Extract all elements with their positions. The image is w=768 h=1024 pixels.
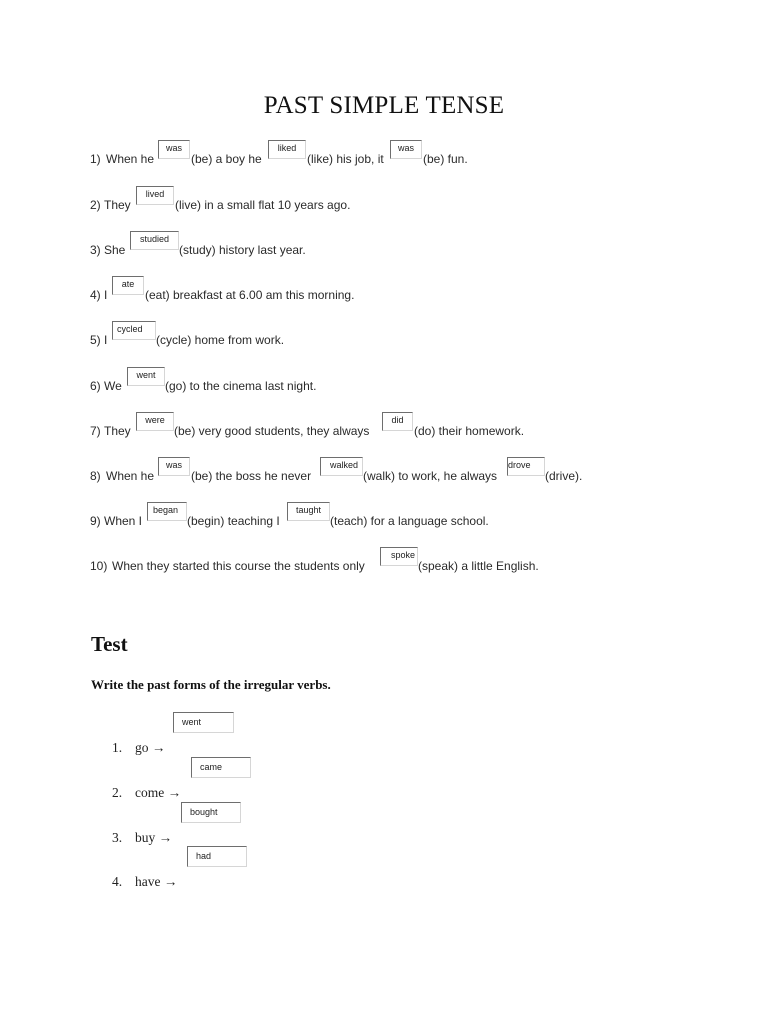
answer-field[interactable]: studied [130, 231, 179, 250]
exercise-text: When he [106, 469, 155, 483]
exercise-text: (study) history last year. [179, 243, 306, 257]
exercise-text: (walk) to work, he always [363, 469, 498, 483]
exercise-text: (be) a boy he [191, 152, 262, 166]
test-item-verb: have → [135, 874, 178, 889]
exercise-text: (be) very good students, they always [174, 424, 370, 438]
exercise-text: (begin) teaching I [187, 514, 280, 528]
answer-field[interactable]: were [136, 412, 174, 431]
exercise-text: (teach) for a language school. [330, 514, 489, 528]
answer-field[interactable]: went [127, 367, 165, 386]
exercise-number: 2) [90, 198, 101, 212]
answer-field[interactable]: cycled [112, 321, 156, 340]
test-item-number: 1. [112, 740, 123, 755]
test-item-1 [112, 740, 165, 756]
answer-field[interactable]: lived [136, 186, 174, 205]
answer-field[interactable]: began [147, 502, 187, 521]
exercise-number: 7) [90, 424, 101, 438]
answer-field[interactable]: ate [112, 276, 144, 295]
exercise-2 [90, 189, 390, 212]
exercise-text: (drive). [545, 469, 583, 483]
exercise-9 [90, 505, 510, 528]
exercise-text: She [104, 243, 126, 257]
exercise-text: When he [106, 152, 155, 166]
exercise-text: (be) the boss he never [191, 469, 312, 483]
test-item-2 [112, 785, 181, 801]
exercise-text: I [104, 288, 108, 302]
answer-field[interactable]: spoke [380, 547, 418, 566]
exercise-number: 8) [90, 469, 101, 483]
exercise-text: (eat) breakfast at 6.00 am this morning. [145, 288, 355, 302]
answer-field[interactable]: did [382, 412, 413, 431]
exercise-number: 4) [90, 288, 101, 302]
answer-field[interactable]: taught [287, 502, 330, 521]
exercise-text: (cycle) home from work. [156, 333, 285, 347]
exercise-number: 9) [90, 514, 101, 528]
test-answer-field[interactable]: bought [181, 802, 241, 823]
test-item-number: 4. [112, 874, 123, 889]
exercise-text: They [104, 198, 131, 212]
test-item-number: 2. [112, 785, 123, 800]
exercise-3 [90, 234, 350, 257]
exercise-text: When I [104, 514, 143, 528]
exercise-number: 5) [90, 333, 101, 347]
exercise-text: I [104, 333, 108, 347]
test-heading: Test [91, 632, 128, 656]
exercise-4 [90, 279, 390, 302]
exercise-text: (do) their homework. [414, 424, 525, 438]
test-item-verb: come → [135, 785, 182, 800]
exercise-number: 6) [90, 379, 101, 393]
exercise-text: (be) fun. [423, 152, 468, 166]
exercise-text: (live) in a small flat 10 years ago. [175, 198, 351, 212]
exercise-number: 3) [90, 243, 101, 257]
test-answer-field[interactable]: went [173, 712, 234, 733]
test-item-number: 3. [112, 830, 123, 845]
test-answer-field[interactable]: had [187, 846, 247, 867]
page-title: PAST SIMPLE TENSE [263, 92, 505, 119]
exercise-7 [90, 415, 550, 438]
test-item-verb: buy → [135, 830, 173, 845]
test-answer-field[interactable]: came [191, 757, 251, 778]
exercise-text: (speak) a little English. [418, 559, 539, 573]
exercise-text: We [104, 379, 122, 393]
exercise-10 [90, 550, 560, 573]
exercise-1 [90, 143, 510, 166]
answer-field[interactable]: drove [507, 457, 545, 476]
exercise-6 [90, 370, 350, 393]
test-item-4 [112, 874, 177, 890]
exercise-text: (like) his job, it [307, 152, 384, 166]
exercise-text: (go) to the cinema last night. [165, 379, 317, 393]
answer-field[interactable]: walked [320, 457, 363, 476]
exercise-5 [90, 324, 330, 347]
exercise-8 [90, 460, 590, 483]
exercise-text: When they started this course the students only [112, 559, 365, 573]
exercise-text: They [104, 424, 131, 438]
answer-field[interactable]: was [390, 140, 422, 159]
answer-field[interactable]: was [158, 140, 190, 159]
test-item-verb: go → [135, 740, 166, 755]
exercise-number: 10) [90, 559, 108, 573]
answer-field[interactable]: liked [268, 140, 306, 159]
exercise-number: 1) [90, 152, 101, 166]
test-item-3 [112, 830, 172, 846]
answer-field[interactable]: was [158, 457, 190, 476]
test-instruction: Write the past forms of the irregular verbs. [91, 677, 331, 692]
